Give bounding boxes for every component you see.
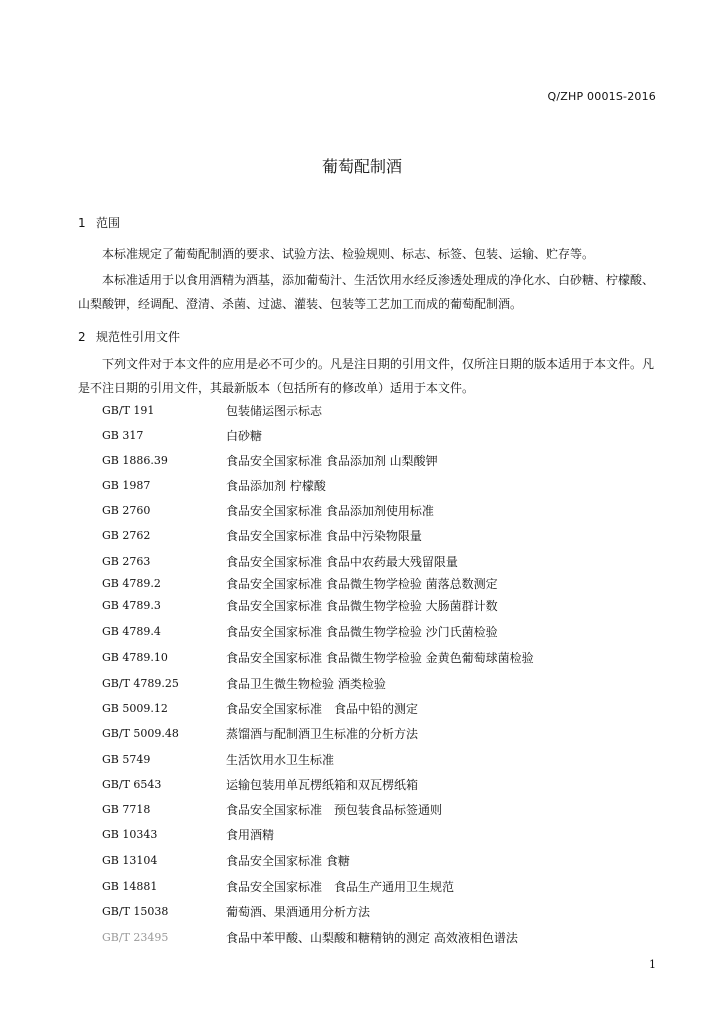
reference-code: GB 4789.3 <box>102 599 161 612</box>
page-number: 1 <box>649 958 656 971</box>
reference-code: GB 14881 <box>102 880 158 893</box>
reference-title: 食品安全国家标准 预包装食品标签通则 <box>226 803 443 817</box>
reference-code: GB 4789.2 <box>102 577 161 590</box>
reference-code: GB/T 6543 <box>102 778 162 791</box>
reference-code: GB 2763 <box>102 555 151 568</box>
reference-title: 食品安全国家标准 食品微生物学检验 金黄色葡萄球菌检验 <box>226 651 534 665</box>
reference-title: 食品添加剂 柠檬酸 <box>226 479 326 493</box>
reference-title: 食品安全国家标准 食品添加剂 山梨酸钾 <box>226 454 438 468</box>
section-heading-scope <box>78 214 120 231</box>
reference-code: GB 2762 <box>102 529 151 542</box>
reference-code: GB 317 <box>102 429 144 442</box>
reference-title: 食品安全国家标准 食品添加剂使用标准 <box>226 504 434 518</box>
reference-title: 食品安全国家标准 食品微生物学检验 大肠菌群计数 <box>226 599 498 613</box>
reference-code: GB 1886.39 <box>102 454 168 467</box>
reference-code: GB/T 5009.48 <box>102 727 179 740</box>
section-number: 2 <box>78 330 86 344</box>
section-title: 规范性引用文件 <box>96 330 181 344</box>
reference-title: 食品卫生微生物检验 酒类检验 <box>226 677 386 691</box>
reference-code: GB 7718 <box>102 803 151 816</box>
scope-paragraph-1: 本标准规定了葡萄配制酒的要求、试验方法、检验规则、标志、标签、包装、运输、贮存等。 <box>102 247 595 261</box>
reference-code: GB 1987 <box>102 479 151 492</box>
reference-title: 食品安全国家标准 食品微生物学检验 沙门氏菌检验 <box>226 625 498 639</box>
reference-code: GB 5749 <box>102 753 151 766</box>
reference-code: GB 5009.12 <box>102 702 168 715</box>
reference-code: GB 4789.4 <box>102 625 161 638</box>
scope-paragraph-2: 本标准适用于以食用酒精为酒基，添加葡萄汁、生活饮用水经反渗透处理成的净化水、白砂糖、柠檬酸、山梨酸钾，经调配、澄清、杀菌、过滤、灌装、包装等工艺加工而成的葡萄配制酒。 <box>78 273 655 311</box>
section-heading-normative-references <box>78 328 180 345</box>
reference-title: 运输包装用单瓦楞纸箱和双瓦楞纸箱 <box>226 778 419 792</box>
section-number: 1 <box>78 216 86 230</box>
reference-code: GB/T 15038 <box>102 905 169 918</box>
reference-title: 食品安全国家标准 食品中污染物限量 <box>226 529 422 543</box>
reference-title: 食品中苯甲酸、山梨酸和糖精钠的测定 高效液相色谱法 <box>226 931 518 945</box>
page-title: 葡萄配制酒 <box>321 157 402 176</box>
reference-code: GB 10343 <box>102 828 158 841</box>
reference-code: GB 13104 <box>102 854 158 867</box>
reference-title: 包装储运图示标志 <box>226 404 323 418</box>
reference-title: 食品安全国家标准 食品微生物学检验 菌落总数测定 <box>226 577 498 591</box>
reference-code: GB/T 23495 <box>102 931 169 944</box>
reference-title: 食品安全国家标准 食品中铅的测定 <box>226 702 419 716</box>
reference-code: GB 4789.10 <box>102 651 168 664</box>
reference-title: 白砂糖 <box>226 429 263 443</box>
reference-code: GB 2760 <box>102 504 151 517</box>
reference-title: 生活饮用水卫生标准 <box>226 753 335 767</box>
reference-title: 食品安全国家标准 食品生产通用卫生规范 <box>226 880 455 894</box>
reference-title: 食用酒精 <box>226 828 275 842</box>
reference-code: GB/T 4789.25 <box>102 677 179 690</box>
reference-title: 蒸馏酒与配制酒卫生标准的分析方法 <box>226 727 419 741</box>
document-code: Q/ZHP 0001S-2016 <box>547 90 656 103</box>
reference-title: 食品安全国家标准 食糖 <box>226 854 350 868</box>
reference-title: 葡萄酒、果酒通用分析方法 <box>226 905 371 919</box>
section-title: 范围 <box>96 216 121 230</box>
references-intro-paragraph: 下列文件对于本文件的应用是必不可少的。凡是注日期的引用文件，仅所注日期的版本适用于本文件。凡是不注日期的引用文件，其最新版本（包括所有的修改单）适用于本文件。 <box>78 357 655 395</box>
reference-code: GB/T 191 <box>102 404 155 417</box>
reference-title: 食品安全国家标准 食品中农药最大残留限量 <box>226 555 458 569</box>
